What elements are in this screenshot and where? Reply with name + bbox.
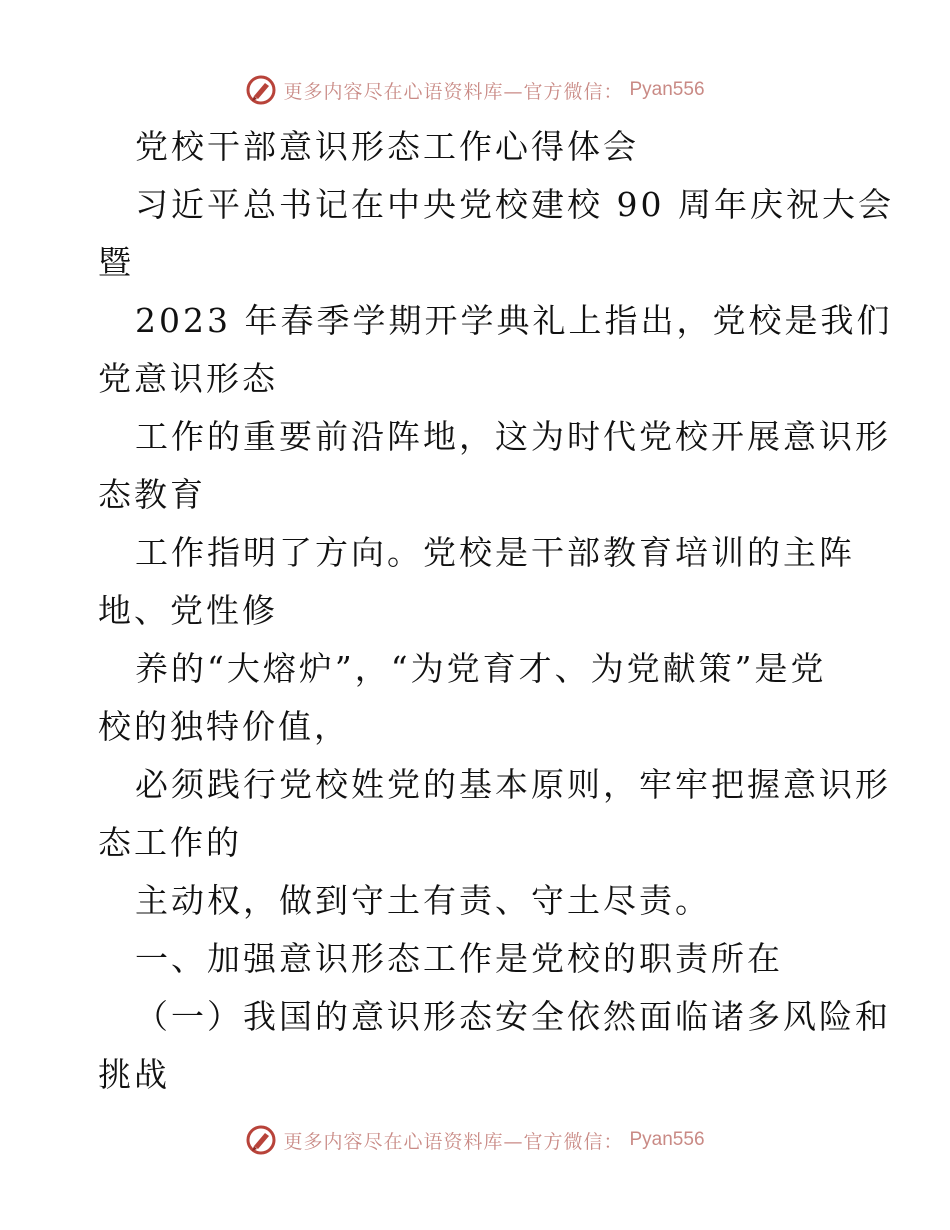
paragraph-line: 习近平总书记在中央党校建校 90 周年庆祝大会 [135, 185, 894, 224]
paragraph-line: 校的独特价值， [98, 707, 350, 746]
watermark-wechat-id: Pyan556 [629, 1129, 705, 1150]
paragraph-line: 主动权，做到守土有责、守土尽责。 [135, 881, 711, 920]
pen-logo-icon [245, 74, 277, 106]
watermark-text: 更多内容尽在心语资料库—官方微信： [283, 80, 624, 103]
watermark-wechat-id: Pyan556 [629, 79, 705, 100]
pen-logo-icon [245, 1124, 277, 1156]
paragraph-line: 养的“大熔炉”，“为党育才、为党献策”是党 [135, 649, 827, 688]
paragraph-line: 2023 年春季学期开学典礼上指出，党校是我们 [135, 301, 893, 340]
watermark-header [0, 70, 950, 110]
paragraph-line: 暨 [98, 243, 134, 282]
paragraph-line: 工作的重要前沿阵地，这为时代党校开展意识形 [135, 417, 891, 456]
document-body [98, 118, 894, 1104]
paragraph-line: 一、加强意识形态工作是党校的职责所在 [135, 939, 783, 978]
watermark-text: 更多内容尽在心语资料库—官方微信： [283, 1130, 624, 1153]
paragraph-line: （一）我国的意识形态安全依然面临诸多风险和 [135, 997, 891, 1036]
paragraph-line: 态工作的 [98, 823, 242, 862]
document-title: 党校干部意识形态工作心得体会 [135, 127, 639, 166]
paragraph-line: 工作指明了方向。党校是干部教育培训的主阵 [135, 533, 855, 572]
paragraph-line: 态教育 [98, 475, 206, 514]
paragraph-line: 挑战 [98, 1055, 170, 1094]
paragraph-line: 党意识形态 [98, 359, 278, 398]
paragraph-line: 必须践行党校姓党的基本原则，牢牢把握意识形 [135, 765, 891, 804]
paragraph-line: 地、党性修 [98, 591, 278, 630]
watermark-footer [0, 1120, 950, 1160]
